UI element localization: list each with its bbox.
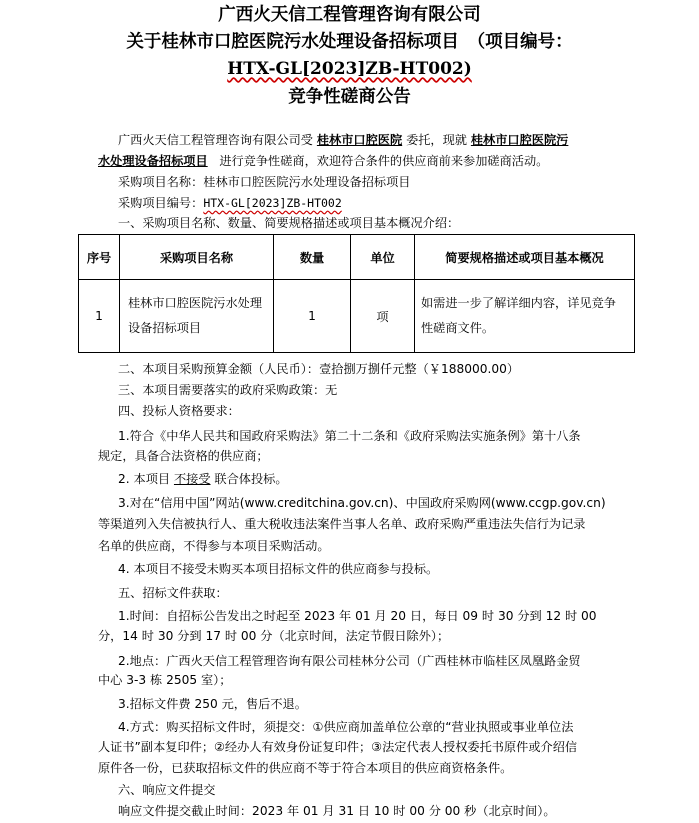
section-1-heading: 一、采购项目名称、数量、简要规格描述或项目基本概况介绍： (118, 216, 460, 230)
file-method-line-1: 4.方式：购买招标文件时，须提交：①供应商加盖单位公章的“营业执照或事业单位法 (118, 720, 574, 734)
announcement-title: 关于桂林市口腔医院污水处理设备招标项目 （项目编号： (126, 32, 573, 52)
q2-text: 联合体投标。 (214, 472, 288, 486)
section-4-heading: 四、投标人资格要求： (118, 404, 240, 418)
company-title: 广西火天信工程管理咨询有限公司 (218, 5, 481, 25)
file-time-line-2: 分，14 时 30 分到 17 时 00 分（北京时间，法定节假日除外）； (98, 629, 450, 643)
qualification-1-line-2: 规定，具备合法资格的供应商； (98, 449, 269, 463)
col-header-desc: 简要规格描述或项目基本概况 (415, 235, 635, 280)
section-2-budget: 二、本项目采购预算金额（人民币）：壹拾捌万捌仟元整（￥188000.00） (118, 362, 520, 376)
cell-name (120, 280, 274, 353)
cell-desc-line-2: 性磋商文件。 (421, 321, 495, 335)
items-table (78, 234, 635, 353)
client-name: 桂林市口腔医院 (316, 133, 403, 147)
qualification-3-line-2: 等渠道列入失信被执行人、重大税收违法案件当事人名单、政府采购严重违法失信行为记录 (98, 517, 586, 531)
section-5-heading: 五、招标文件获取： (118, 586, 228, 600)
col-header-no: 序号 (79, 235, 120, 280)
cell-name-line-1: 桂林市口腔医院污水处理 (128, 296, 263, 310)
file-time-line-1: 1.时间：自招标公告发出之时起至 2023 年 01 月 20 日，每日 09 时 30 分到 12 时 00 (118, 609, 597, 623)
qualification-3-line-3: 名单的供应商，不得参与本项目采购活动。 (98, 539, 330, 553)
cell-no: 1 (79, 280, 120, 353)
section-6-heading: 六、响应文件提交 (118, 783, 216, 797)
intro-line-2 (98, 153, 548, 169)
col-header-qty: 数量 (274, 235, 351, 280)
file-location-line-1: 2.地点：广西火天信工程管理咨询有限公司桂林分公司（广西桂林市临桂区凤凰路金贸 (118, 654, 581, 668)
project-code-line (118, 195, 342, 211)
qualification-2 (118, 471, 288, 487)
file-location-line-2: 中心 3-3 栋 2505 室）； (98, 673, 232, 687)
cell-qty: 1 (274, 280, 351, 353)
project-name-part1: 桂林市口腔医院污 (470, 133, 569, 147)
cell-name-line-2: 设备招标项目 (128, 321, 202, 335)
section-3-policy: 三、本项目需要落实的政府采购政策：无 (118, 383, 338, 397)
document-type-title: 竞争性磋商公告 (288, 87, 411, 107)
intro-line-1 (118, 132, 568, 148)
q2-not-accepted: 不接受 (173, 472, 211, 486)
table-header-row (79, 235, 635, 280)
q2-text: 2. 本项目 (118, 472, 171, 486)
cell-desc-line-1: 如需进一步了解详细内容，详见竞争 (421, 296, 616, 310)
file-method-line-2: 人证书”副本复印件；②经办人有效身份证复印件；③法定代表人授权委托书原件或介绍信 (98, 740, 578, 754)
col-header-unit: 单位 (351, 235, 415, 280)
file-fee: 3.招标文件费 250 元，售后不退。 (118, 697, 307, 711)
project-name-line: 采购项目名称：桂林市口腔医院污水处理设备招标项目 (118, 175, 411, 189)
project-code-title (0, 58, 699, 80)
submission-deadline: 响应文件提交截止时间：2023 年 01 月 31 日 10 时 00 分 00 秒（北京时间）。 (118, 804, 556, 818)
col-header-name: 采购项目名称 (120, 235, 274, 280)
project-name-part2: 水处理设备招标项目 (98, 154, 208, 168)
project-code-label: 采购项目编号： (118, 196, 204, 210)
qualification-3-line-1: 3.对在“信用中国”网站(www.creditchina.gov.cn)、中国政府采购网(www.ccgp.gov.cn) (118, 496, 606, 510)
intro-text: 进行竞争性磋商，欢迎符合条件的供应商前来参加磋商活动。 (219, 154, 549, 168)
project-code-text: HTX-GL[2023]ZB-HT002) (227, 59, 472, 79)
intro-text: 委托，现就 (406, 133, 467, 147)
table-row (79, 280, 635, 353)
qualification-4: 4. 本项目不接受未购买本项目招标文件的供应商参与投标。 (118, 562, 439, 576)
qualification-1-line-1: 1.符合《中华人民共和国政府采购法》第二十二条和《政府采购法实施条例》第十八条 (118, 429, 581, 443)
intro-text: 广西火天信工程管理咨询有限公司受 (118, 133, 313, 147)
project-code-value: HTX-GL[2023]ZB-HT002 (203, 196, 342, 210)
file-method-line-3: 原件各一份，已获取招标文件的供应商不等于符合本项目的供应商资格条件。 (98, 761, 513, 775)
cell-unit: 项 (351, 280, 415, 353)
cell-desc (415, 280, 635, 353)
